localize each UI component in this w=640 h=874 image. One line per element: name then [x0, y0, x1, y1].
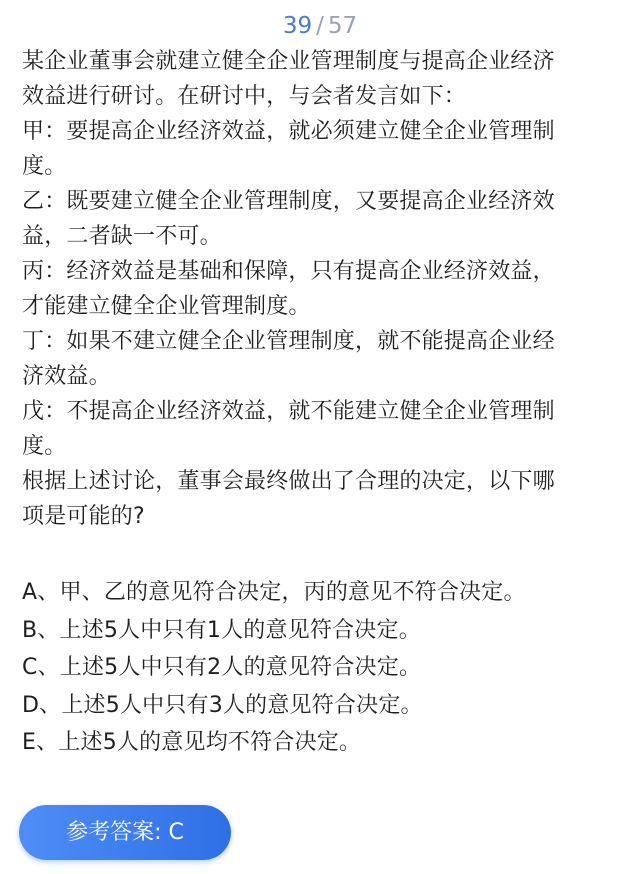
stem-line: 益，二者缺一不可。: [22, 224, 222, 249]
page-indicator: [0, 12, 640, 40]
stem-line: 戊：不提高企业经济效益，就不能建立健全企业管理制: [22, 399, 555, 424]
stem-line: 丁：如果不建立健全企业管理制度，就不能提高企业经: [22, 329, 555, 354]
option-c[interactable]: C、上述5人中只有2人的意见符合决定。: [22, 655, 422, 680]
question-stem: [22, 44, 622, 534]
stem-line: 济效益。: [22, 364, 111, 389]
stem-line: 度。: [22, 154, 67, 179]
stem-line: 丙：经济效益是基础和保障，只有提高企业经济效益，: [22, 259, 555, 284]
question-content: [22, 44, 622, 762]
stem-line: 乙：既要建立健全企业管理制度，又要提高企业经济效: [22, 189, 555, 214]
stem-line: 度。: [22, 434, 67, 459]
stem-line: 效益进行研讨。在研讨中，与会者发言如下：: [22, 84, 467, 109]
stem-line: 某企业董事会就建立健全企业管理制度与提高企业经济: [22, 49, 555, 74]
stem-line: 甲：要提高企业经济效益，就必须建立健全企业管理制: [22, 119, 555, 144]
page-separator: /: [316, 13, 324, 39]
option-e[interactable]: E、上述5人的意见均不符合决定。: [22, 730, 362, 755]
reference-answer-button[interactable]: [19, 805, 231, 860]
option-b[interactable]: B、上述5人中只有1人的意见符合决定。: [22, 617, 421, 643]
stem-line: 根据上述讨论，董事会最终做出了合理的决定，以下哪: [22, 469, 555, 494]
option-a[interactable]: A、甲、乙的意见符合决定，丙的意见不符合决定。: [22, 580, 526, 605]
option-d[interactable]: D、上述5人中只有3人的意见符合决定。: [22, 692, 423, 718]
reference-answer-label: 参考答案: C: [66, 820, 184, 845]
current-page-number: 39: [282, 13, 313, 39]
stem-line: 项是可能的?: [22, 504, 145, 529]
stem-line: 才能建立健全企业管理制度。: [22, 294, 311, 319]
answer-options: [22, 574, 622, 762]
total-page-count: 57: [327, 13, 358, 39]
